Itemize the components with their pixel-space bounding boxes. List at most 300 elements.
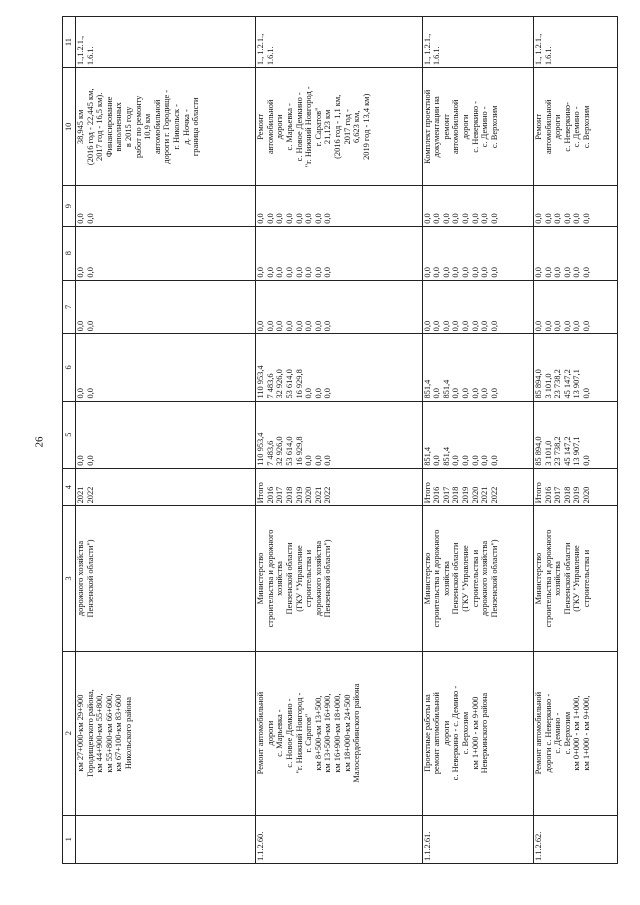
executor-line: Пензенской области — [451, 542, 461, 615]
c5-line: 0,0 — [304, 455, 314, 466]
c6-line: 0,0 — [489, 388, 499, 399]
c6-line: 32 926,0 — [275, 369, 285, 399]
c7-line: 0,0 — [441, 320, 451, 332]
executor-line: строительства и дорожного — [265, 529, 275, 628]
description-line: Малосердобинского района — [352, 683, 362, 783]
value-cell — [76, 226, 256, 280]
c7-line: 0,0 — [256, 320, 266, 332]
header-cell: 2 — [63, 651, 76, 815]
c6-line: 13 907,1 — [572, 369, 582, 399]
c8-line: 0,0 — [582, 267, 592, 278]
c9-line: 0,0 — [562, 213, 572, 224]
result-line: автомобильной — [451, 99, 461, 155]
description-line: Городищенского района, — [85, 689, 95, 777]
header-cell: 7 — [63, 280, 76, 334]
c6-line: 23 738,2 — [553, 369, 563, 399]
year-cell — [76, 468, 256, 506]
value-cell — [422, 226, 533, 280]
c9-line: 0,0 — [451, 213, 461, 224]
c6-line: 851,4 — [422, 379, 432, 399]
c7-line: 0,0 — [85, 320, 95, 332]
c5-line: 53 614,0 — [284, 436, 294, 466]
c6-line: 0,0 — [480, 388, 490, 399]
executor-line: Министерство — [256, 552, 266, 605]
executor-cell — [256, 506, 422, 651]
result-line: (2016 год - 22,445 км, — [85, 88, 95, 166]
description-line: Неверкинского района — [480, 692, 490, 774]
row-id: 1.1.2.60. — [256, 815, 422, 863]
description-line: "г. Нижний Новгород - — [294, 692, 304, 774]
description-line: км 67+100-км 83+600 — [114, 694, 124, 772]
result-line: (2016 год - 1,1 км, — [332, 94, 342, 159]
c9-line: 0,0 — [256, 213, 266, 224]
c5-line: 32 926,0 — [275, 436, 285, 466]
result-cell — [256, 68, 422, 186]
c6-line: 0,0 — [582, 388, 592, 399]
executor-line: Пензенской области — [562, 542, 572, 615]
c8-line: 0,0 — [275, 267, 285, 278]
executor-line: Пензенской области") — [323, 539, 333, 618]
c5-line: 3 101,0 — [543, 440, 553, 466]
result-line: 2017 год - 16,5 км). — [95, 92, 105, 161]
c7-line: 0,0 — [313, 320, 323, 332]
description-line: с. Верхозим — [562, 711, 572, 755]
row-id: 1.1.2.61. — [422, 815, 533, 863]
c6-line: 53 614,0 — [284, 369, 294, 399]
c7-line: 0,0 — [553, 320, 563, 332]
c6-line: 0,0 — [461, 388, 470, 399]
c7-line: 0,0 — [76, 320, 85, 332]
executor-line: (ГКУ "Управление — [294, 545, 304, 612]
description-line: км 16+900-км 18+000, — [332, 693, 342, 773]
c8-line: 0,0 — [470, 267, 480, 278]
years-line: 2020 — [470, 486, 480, 504]
c8-line: 0,0 — [85, 267, 95, 278]
executor-line: Министерство — [422, 552, 432, 605]
result-line: автомобильной — [152, 99, 162, 155]
years-line: 2020 — [304, 486, 314, 504]
header-cell: 8 — [63, 226, 76, 280]
c5-line: 23 738,2 — [553, 436, 563, 466]
years-line: 2022 — [85, 486, 95, 504]
description-line: Никольского района — [123, 697, 133, 770]
description-line: км 27+000-км 29+900 — [76, 694, 85, 772]
c7-line: 0,0 — [284, 320, 294, 332]
executor-cell — [422, 506, 533, 651]
value-cell — [534, 280, 618, 334]
c8-line: 0,0 — [480, 267, 490, 278]
c6-line: 0,0 — [470, 388, 480, 399]
header-cell: 6 — [63, 334, 76, 401]
c5-line: 0,0 — [489, 455, 499, 466]
executor-line: (ГКУ "Управление — [461, 545, 470, 612]
c8-line: 0,0 — [265, 267, 275, 278]
executor-line: хозяйства — [441, 561, 451, 596]
result-line: с. Демино - — [572, 106, 582, 148]
description-line: г. Саратов" — [304, 713, 314, 753]
result-cell — [422, 68, 533, 186]
value-cell — [76, 280, 256, 334]
c6-line: 0,0 — [85, 388, 95, 399]
value-cell — [256, 280, 422, 334]
c9-line: 0,0 — [85, 213, 95, 224]
c7-line: 0,0 — [480, 320, 490, 332]
result-line: с. Верхозим — [582, 105, 592, 149]
c6-line: 3 101,0 — [543, 373, 553, 399]
result-line: ремонт — [441, 114, 451, 140]
description-cell — [534, 651, 618, 815]
c5-line: 0,0 — [461, 455, 470, 466]
value-cell — [76, 334, 256, 401]
value-cell — [422, 280, 533, 334]
description-line: Ремонт автомобильной — [256, 691, 266, 775]
value-cell — [534, 186, 618, 226]
c6-line: 0,0 — [304, 388, 314, 399]
description-line: дороги — [265, 720, 275, 746]
c8-line: 0,0 — [543, 267, 553, 278]
years-line: Итого — [256, 482, 266, 504]
c9-line: 0,0 — [441, 213, 451, 224]
c9-line: 0,0 — [470, 213, 480, 224]
c5-line: 85 894,0 — [534, 436, 544, 466]
c7-line: 0,0 — [572, 320, 582, 332]
c7-line: 0,0 — [422, 320, 432, 332]
indicator-line: 1., 1.2.1., — [422, 33, 432, 66]
result-line: дороги г. Городище - — [162, 89, 172, 164]
c6-line: 0,0 — [323, 388, 333, 399]
c7-line: 0,0 — [489, 320, 499, 332]
years-line: 2017 — [553, 486, 563, 504]
value-cell — [534, 226, 618, 280]
value-cell — [256, 226, 422, 280]
c9-line: 0,0 — [294, 213, 304, 224]
c5-line: 0,0 — [76, 455, 85, 466]
description-line: Проектные работы на — [422, 694, 432, 772]
page-number: 26 — [33, 436, 46, 448]
years-line: 2019 — [294, 486, 304, 504]
header-cell: 10 — [63, 68, 76, 186]
executor-line: Пензенской области") — [489, 539, 499, 618]
c7-line: 0,0 — [265, 320, 275, 332]
description-line: дороги с. Неверкино - — [543, 693, 553, 773]
c8-line: 0,0 — [294, 267, 304, 278]
table-row — [422, 17, 533, 864]
years-line: 2021 — [480, 486, 490, 504]
c8-line: 0,0 — [256, 267, 266, 278]
c9-line: 0,0 — [553, 213, 563, 224]
c6-line: 0,0 — [76, 388, 85, 399]
c5-line: 0,0 — [451, 455, 461, 466]
c7-line: 0,0 — [534, 320, 544, 332]
executor-line: хозяйства — [275, 561, 285, 596]
c6-line: 851,4 — [441, 379, 451, 399]
value-cell — [422, 401, 533, 468]
executor-cell — [534, 506, 618, 651]
description-cell — [76, 651, 256, 815]
c6-line: 0,0 — [432, 388, 442, 399]
year-cell — [534, 468, 618, 506]
value-cell — [256, 334, 422, 401]
year-cell — [256, 468, 422, 506]
result-line: с. Демино - — [480, 106, 490, 148]
c8-line: 0,0 — [304, 267, 314, 278]
c9-line: 0,0 — [432, 213, 442, 224]
description-line: км 8+500-км 13+500, — [313, 695, 323, 771]
c7-line: 0,0 — [582, 320, 592, 332]
executor-line: строительства и дорожного — [432, 529, 442, 628]
executor-line: строительства и — [582, 549, 592, 608]
row-id: 1.1.2.62. — [534, 815, 618, 863]
description-line: с. Неверкино - с. Демино - — [451, 685, 461, 781]
result-line: с. Верхозим — [489, 105, 499, 149]
value-cell — [422, 334, 533, 401]
description-line: км 13+500-км 16+900, — [323, 693, 333, 773]
result-line: дороги — [275, 114, 285, 140]
c9-line: 0,0 — [284, 213, 294, 224]
years-line: 2018 — [562, 486, 572, 504]
description-line: км 55+800-км 66+600, — [104, 693, 114, 773]
result-line: с. Марьевка - — [284, 103, 294, 151]
c6-line: 45 147,2 — [562, 369, 572, 399]
executor-line: дорожного хозяйства — [76, 540, 85, 617]
description-cell — [256, 651, 422, 815]
description-line: с. Верхозим — [461, 711, 470, 755]
c7-line: 0,0 — [451, 320, 461, 332]
c9-line: 0,0 — [461, 213, 470, 224]
c8-line: 0,0 — [562, 267, 572, 278]
c7-line: 0,0 — [304, 320, 314, 332]
id-cell — [76, 815, 256, 863]
executor-line: Пензенской области — [284, 542, 294, 615]
c9-line: 0,0 — [76, 213, 85, 224]
table-row — [534, 17, 618, 864]
result-line: дороги — [553, 114, 563, 140]
description-line: ремонт автомобильной — [432, 692, 442, 775]
c9-line: 0,0 — [323, 213, 333, 224]
c9-line: 0,0 — [534, 213, 544, 224]
c8-line: 0,0 — [323, 267, 333, 278]
c8-line: 0,0 — [461, 267, 470, 278]
indicator-line: 1.,1.2.1., — [76, 35, 85, 66]
c5-line: 45 147,2 — [562, 436, 572, 466]
header-cell: 5 — [63, 401, 76, 468]
c6-line: 85 894,0 — [534, 369, 544, 399]
c9-line: 0,0 — [422, 213, 432, 224]
c5-line: 851,4 — [422, 446, 432, 466]
c9-line: 0,0 — [313, 213, 323, 224]
program-table — [62, 16, 618, 864]
header-cell: 3 — [63, 506, 76, 651]
c5-line: 0,0 — [470, 455, 480, 466]
c5-line: 851,4 — [441, 446, 451, 466]
rotated-table-container — [62, 16, 618, 864]
years-line: Итого — [422, 482, 432, 504]
years-line: 2022 — [489, 486, 499, 504]
executor-line: (ГКУ "Управление — [572, 545, 582, 612]
c9-line: 0,0 — [543, 213, 553, 224]
c5-line: 13 907,1 — [572, 436, 582, 466]
c7-line: 0,0 — [294, 320, 304, 332]
c9-line: 0,0 — [265, 213, 275, 224]
indicator-line: 1.6.1. — [85, 46, 95, 66]
result-line: Комплект проектной — [422, 89, 432, 164]
c7-line: 0,0 — [275, 320, 285, 332]
years-line: 2018 — [284, 486, 294, 504]
value-cell — [256, 401, 422, 468]
c5-line: 110 953,4 — [256, 432, 266, 466]
executor-line: Пензенской области") — [85, 539, 95, 618]
c5-line: 0,0 — [85, 455, 95, 466]
result-line: граница области — [191, 97, 201, 157]
result-line: в 2015 году — [123, 106, 133, 148]
years-line: Итого — [534, 482, 544, 504]
value-cell — [534, 401, 618, 468]
c8-line: 0,0 — [489, 267, 499, 278]
result-line: 2019 год - 13,4 км) — [361, 93, 371, 160]
result-cell — [534, 68, 618, 186]
value-cell — [76, 186, 256, 226]
c6-line: 0,0 — [313, 388, 323, 399]
result-line: автомобильной — [265, 99, 275, 155]
header-cell: 11 — [63, 17, 76, 68]
description-line: с. Демино - — [553, 712, 563, 754]
value-cell — [256, 186, 422, 226]
result-line: с. Неверкино - — [470, 101, 480, 153]
result-line: Ремонт — [256, 113, 266, 140]
result-line: работ по ремонту — [133, 95, 143, 159]
indicator-line: 1., 1.2.1., — [534, 33, 544, 66]
result-line: выполненных — [114, 102, 124, 152]
indicator-cell — [422, 17, 533, 68]
c7-line: 0,0 — [323, 320, 333, 332]
indicator-cell — [76, 17, 256, 68]
years-line: 2017 — [275, 486, 285, 504]
executor-line: хозяйства — [553, 561, 563, 596]
description-cell — [422, 651, 533, 815]
c7-line: 0,0 — [461, 320, 470, 332]
c8-line: 0,0 — [432, 267, 442, 278]
description-line: км 1+000 - км 9+000, — [582, 695, 592, 771]
result-line: с. Новое Демкино - — [294, 92, 304, 162]
result-line: 38,945 км — [76, 109, 85, 145]
result-cell — [76, 68, 256, 186]
description-line: км 18+000-км 24+500 — [342, 694, 352, 772]
indicator-line: 1.6.1. — [265, 46, 275, 66]
indicator-cell — [256, 17, 422, 68]
c5-line: 0,0 — [582, 455, 592, 466]
continuation-row — [76, 17, 256, 864]
c7-line: 0,0 — [432, 320, 442, 332]
result-line: Финансирование — [104, 96, 114, 158]
executor-cell — [76, 506, 256, 651]
c9-line: 0,0 — [304, 213, 314, 224]
result-line: Ремонт — [534, 113, 544, 140]
result-line: автомобильной — [543, 99, 553, 155]
years-line: 2021 — [313, 486, 323, 504]
executor-line: дорожного хозяйства — [313, 540, 323, 617]
years-line: 2016 — [265, 486, 275, 504]
c9-line: 0,0 — [489, 213, 499, 224]
c8-line: 0,0 — [553, 267, 563, 278]
table-row — [256, 17, 422, 864]
years-line: 2019 — [572, 486, 582, 504]
c6-line: 110 953,4 — [256, 365, 266, 399]
years-line: 2019 — [461, 486, 470, 504]
value-cell — [422, 186, 533, 226]
result-line: документации на — [432, 96, 442, 158]
years-line: 2022 — [323, 486, 333, 504]
executor-line: строительства и дорожного — [543, 529, 553, 628]
c5-line: 16 929,8 — [294, 436, 304, 466]
description-line: км 0+000 - км 1+000, — [572, 695, 582, 771]
description-line: Ремонт автомобильной — [534, 691, 544, 775]
value-cell — [534, 334, 618, 401]
c5-line: 0,0 — [323, 455, 333, 466]
c8-line: 0,0 — [451, 267, 461, 278]
c6-line: 7 483,6 — [265, 373, 275, 399]
result-line: дороги — [461, 114, 470, 140]
indicator-line: 1.6.1. — [432, 46, 442, 66]
header-cell: 4 — [63, 468, 76, 506]
description-line: км 44+900-км 55+800, — [95, 693, 105, 773]
years-line: 2020 — [582, 486, 592, 504]
description-line: с. Марьевка - — [275, 709, 285, 757]
c8-line: 0,0 — [534, 267, 544, 278]
c6-line: 0,0 — [451, 388, 461, 399]
result-line: 6,623 км, — [352, 110, 362, 144]
c8-line: 0,0 — [313, 267, 323, 278]
c9-line: 0,0 — [480, 213, 490, 224]
c5-line: 7 483,6 — [265, 440, 275, 466]
c5-line: 0,0 — [313, 455, 323, 466]
c5-line: 0,0 — [480, 455, 490, 466]
years-line: 2016 — [543, 486, 553, 504]
header-cell: 1 — [63, 815, 76, 863]
years-line: 2017 — [441, 486, 451, 504]
years-line: 2016 — [432, 486, 442, 504]
c8-line: 0,0 — [422, 267, 432, 278]
value-cell — [76, 401, 256, 468]
c9-line: 0,0 — [572, 213, 582, 224]
header-cell: 9 — [63, 186, 76, 226]
description-line: км 1+000 - км 9+000 — [470, 696, 480, 770]
result-line: г. Никольск - — [171, 104, 181, 150]
c6-line: 16 929,8 — [294, 369, 304, 399]
result-line: д. Ночка - — [181, 109, 191, 145]
c8-line: 0,0 — [284, 267, 294, 278]
result-line: с. Неверкино- — [562, 102, 572, 152]
c9-line: 0,0 — [582, 213, 592, 224]
c8-line: 0,0 — [441, 267, 451, 278]
c7-line: 0,0 — [562, 320, 572, 332]
description-line: с. Новое Демкино - — [284, 698, 294, 768]
indicator-cell — [534, 17, 618, 68]
years-line: 2018 — [451, 486, 461, 504]
executor-line: Министерство — [534, 552, 544, 605]
c8-line: 0,0 — [572, 267, 582, 278]
c9-line: 0,0 — [275, 213, 285, 224]
result-line: 10,9 км — [143, 113, 153, 140]
executor-line: дорожного хозяйства — [480, 540, 490, 617]
result-line: "г. Нижний Новгород - — [304, 86, 314, 168]
result-line: г. Саратов" — [313, 107, 323, 147]
indicator-line: 1.6.1. — [543, 46, 553, 66]
c7-line: 0,0 — [543, 320, 553, 332]
executor-line: строительства и — [470, 549, 480, 608]
year-cell — [422, 468, 533, 506]
c7-line: 0,0 — [470, 320, 480, 332]
description-line: дороги — [441, 720, 451, 746]
